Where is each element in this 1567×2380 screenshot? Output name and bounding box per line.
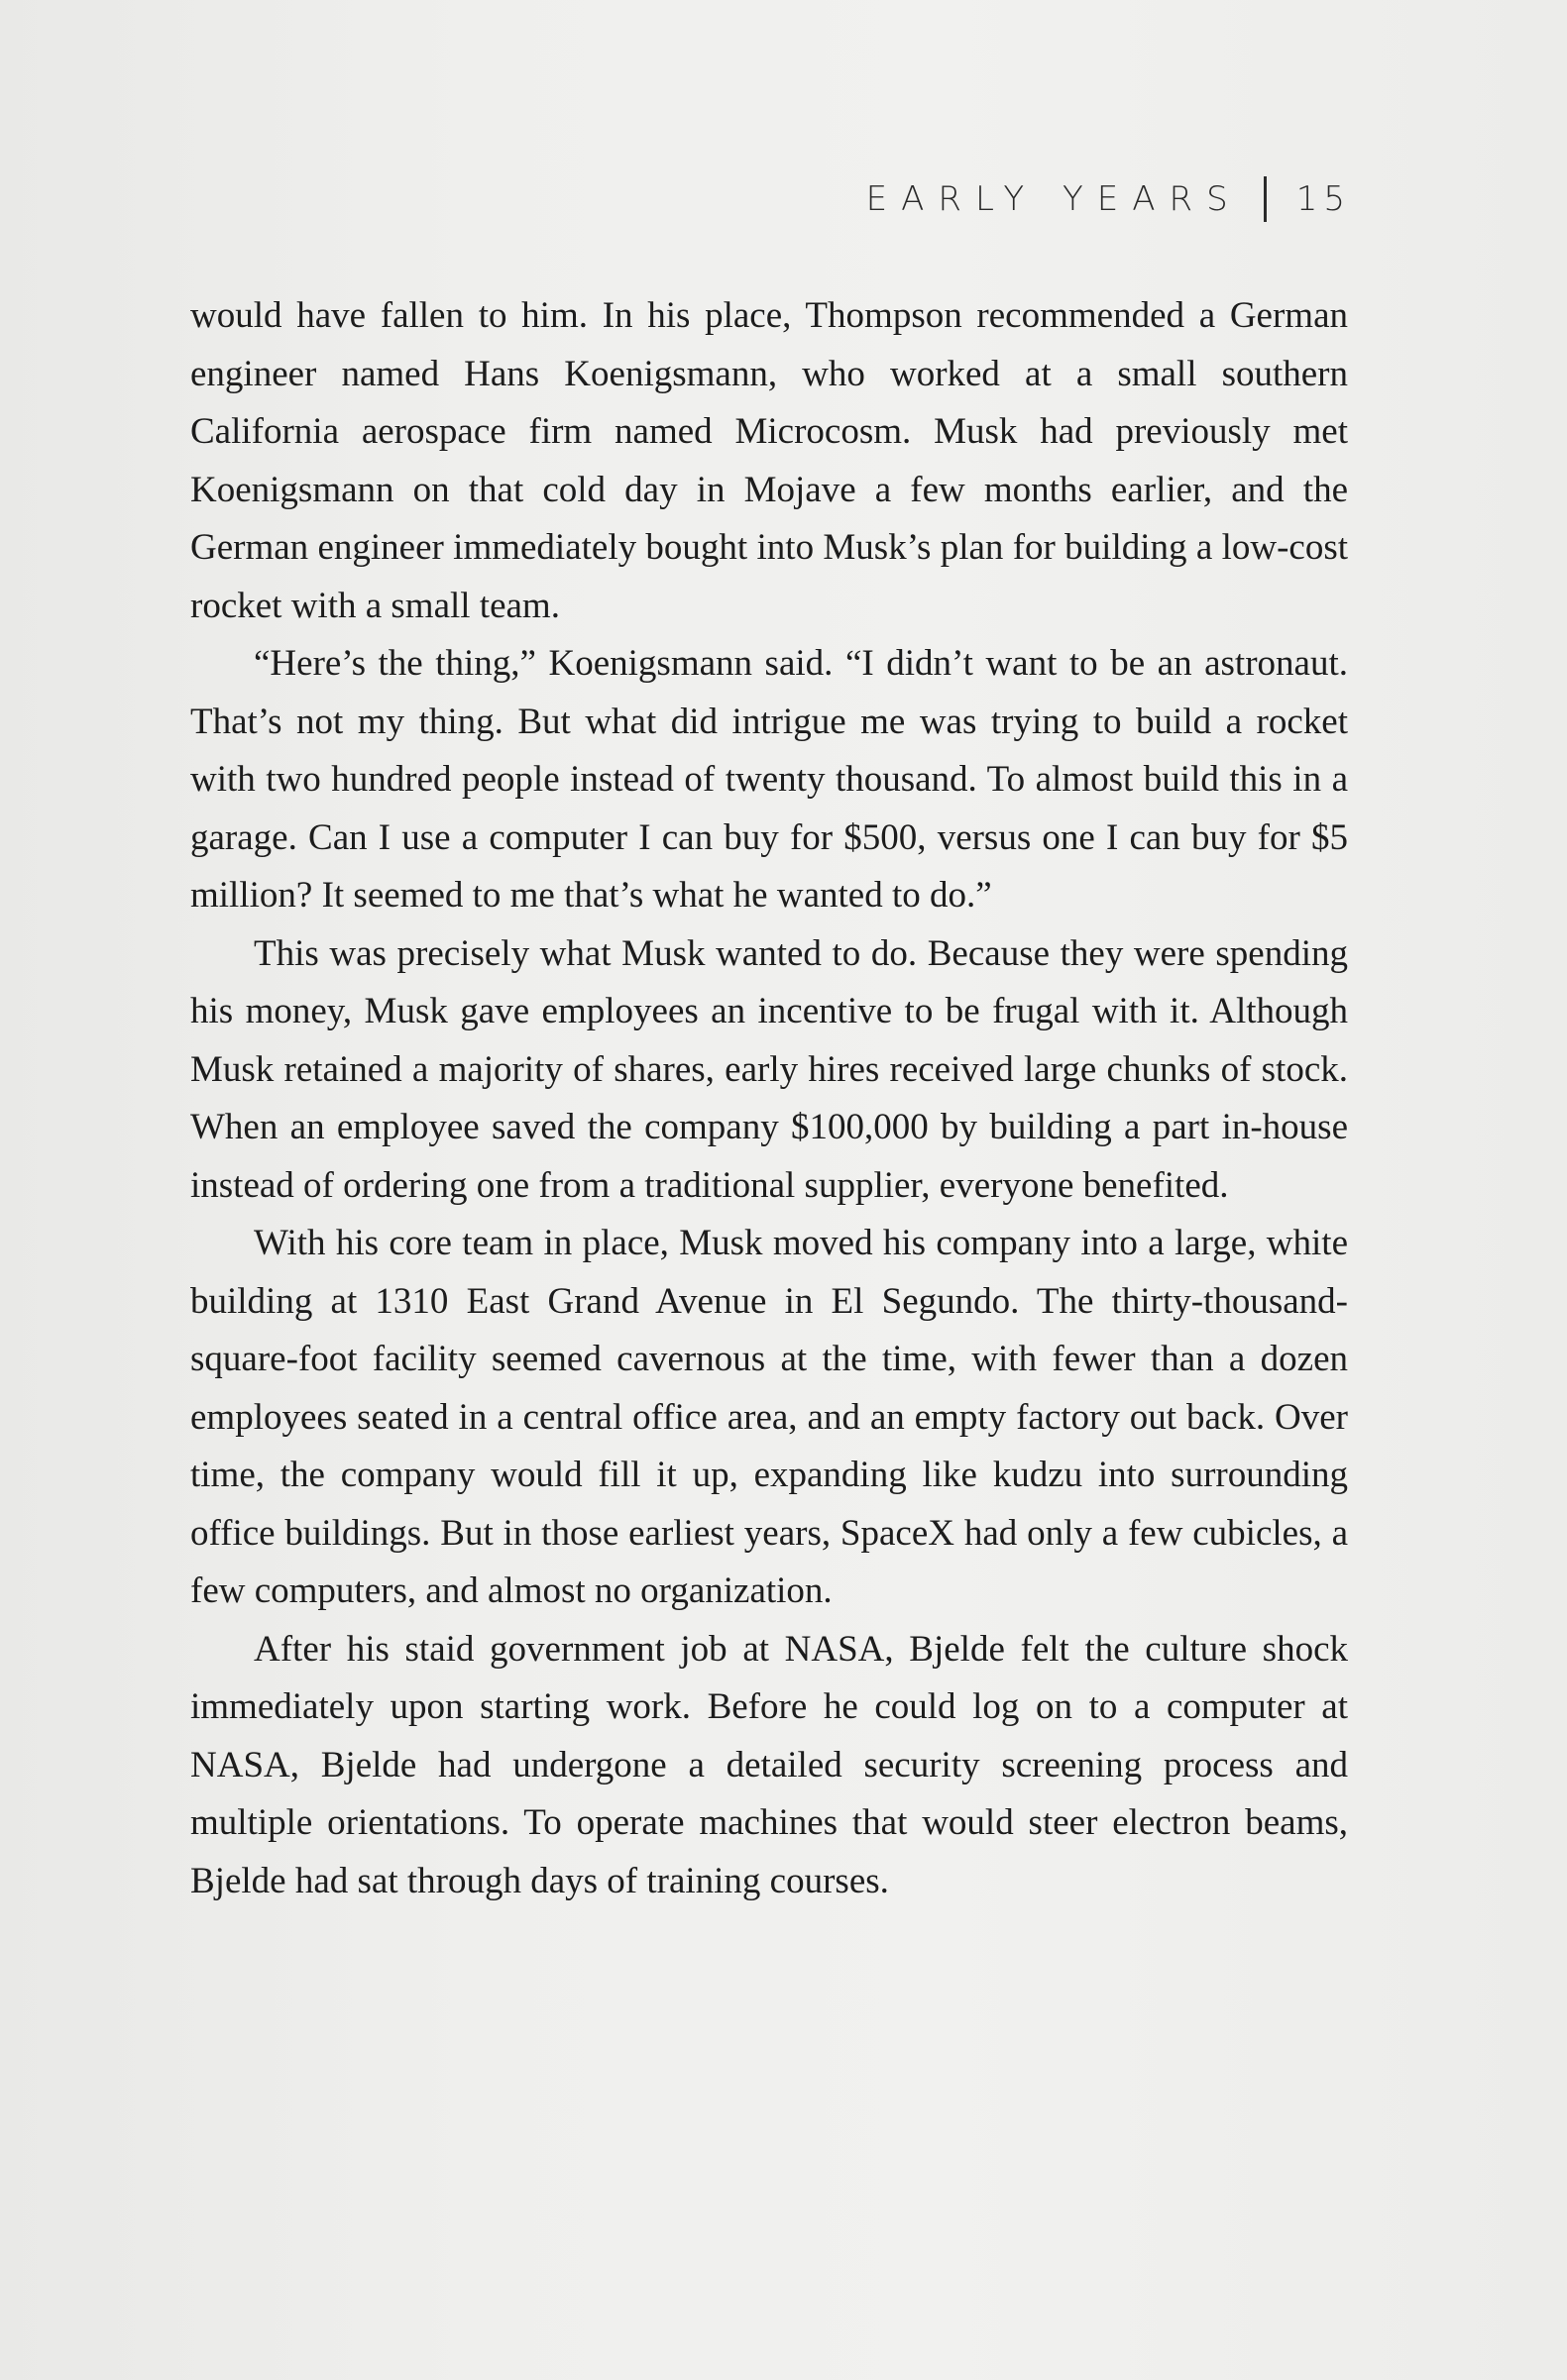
body-text xyxy=(190,287,1348,1910)
paragraph-4: With his core team in place, Musk moved his company into a large, white building at 1310 East Grand Avenue in El Segundo. The thirty-thousand-square-foot facility seemed cavernous at the time, with fewer than a dozen employees seated in a central office area, and an empty factory out back. Over time, the company would fill it up, expanding like kudzu into surrounding office buildings. But in those earliest years, SpaceX had only a few cubicles, a few computers, and almost no organization. xyxy=(190,1223,1348,1611)
paragraph-3: This was precisely what Musk wanted to do. Because they were spending his money, Musk gave employees an incentive to be frugal with it. Although Musk retained a majority of shares, early hires received large chunks of stock. When an employee saved the company $100,000 by building a part in-house instead of ordering one from a traditional supplier, everyone benefited. xyxy=(190,932,1348,1206)
section-title: EARLY YEARS xyxy=(865,179,1242,219)
paragraph-2: “Here’s the thing,” Koenigsmann said. “I didn’t want to be an astronaut. That’s not my thing. But what did intrigue me was trying to build a rocket with two hundred people instead of twenty thousand. To almost build this in a garage. Can I use a computer I can buy for $500, versus one I can buy for $5 million? It seemed to me that’s what he wanted to do.” xyxy=(190,643,1348,916)
running-head xyxy=(866,176,1351,222)
header-divider xyxy=(1264,176,1267,222)
paragraph-5: After his staid government job at NASA, Bjelde felt the culture shock immediately upon starting work. Before he could log on to a computer at NASA, Bjelde had undergone a detailed security screening process and multiple orientations. To operate machines that would steer electron beams, Bjelde had sat through days of training courses. xyxy=(190,1628,1348,1901)
paragraph-1: would have fallen to him. In his place, Thompson recommended a German engineer named Hans Koenigsmann, who worked at a small southern California aerospace firm named Microcosm. Musk had previously met Koenigsmann on that cold day in Mojave a few months earlier, and the German engineer immediately bought into Musk’s plan for building a low-cost rocket with a small team. xyxy=(190,295,1348,626)
page-number: 15 xyxy=(1295,179,1351,219)
